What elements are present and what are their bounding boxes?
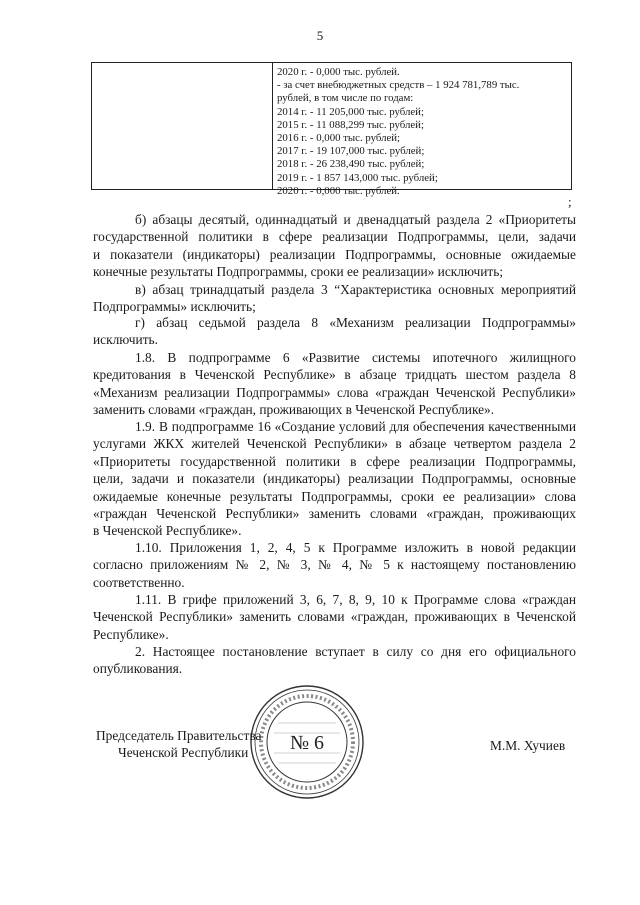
text-line: «Приоритеты государственной политики в сфере реализации Подпрограммы, <box>93 453 576 469</box>
table-divider <box>272 63 273 189</box>
text-line: г) абзац седьмой раздела 8 «Механизм реализации Подпрограммы» <box>135 315 576 330</box>
text-line: соответственно. <box>93 574 185 590</box>
text-line: б) абзацы десятый, одиннадцатый и двенадцатый раздела 2 «Приоритеты <box>135 212 576 227</box>
text-line: в) абзац тринадцатый раздела 3 “Характеристика основных мероприятий <box>135 282 576 297</box>
paragraph-1-9 <box>93 418 576 540</box>
text-line: государственной политики в сфере реализации Подпрограммы, цели, задачи <box>93 229 576 245</box>
table-line: 2020 г. - 0,000 тыс. рублей. <box>277 184 400 197</box>
text-line: «Механизм реализации Подпрограммы» слова «граждан Чеченской Республики» <box>93 384 576 400</box>
paragraph-2 <box>93 643 576 678</box>
text-line: 2. Настоящее постановление вступает в силу со дня его официального <box>135 644 576 659</box>
text-line: кредитования в Чеченской Республике» в абзаце тридцать шестом раздела 8 <box>93 367 576 383</box>
signature-position <box>96 727 261 761</box>
table-line: 2014 г. - 11 205,000 тыс. рублей; <box>277 105 424 118</box>
table-end-mark: ; <box>568 194 572 209</box>
text-line: 1.8. В подпрограмме 6 «Развитие системы ипотечного жилищного <box>135 350 576 365</box>
text-line: 1.9. В подпрограмме 16 «Создание условий для обеспечения качественными <box>135 419 576 434</box>
paragraph-v <box>93 281 576 316</box>
text-line: «граждан Чеченской Республики» заменить словами «граждан, проживающих <box>93 506 576 522</box>
paragraph-1-8 <box>93 349 576 419</box>
budget-table <box>91 62 572 197</box>
signatory-name: М.М. Хучиев <box>490 738 566 753</box>
text-line: исключить. <box>93 332 158 348</box>
text-line: Подпрограммы» исключить; <box>93 299 256 315</box>
position-line: Председатель Правительства <box>96 728 262 743</box>
table-cell-right <box>277 66 565 198</box>
paragraph-1-10 <box>93 539 576 591</box>
position-line: Чеченской Республики <box>118 745 249 760</box>
text-line: 1.11. В грифе приложений 3, 6, 7, 8, 9, 10 к Программе слова «граждан <box>135 592 576 607</box>
text-line: заменить словами «граждан, проживающих в Чеченской Республике». <box>93 402 495 418</box>
paragraph-1-11 <box>93 591 576 643</box>
text-line: 1.10. Приложения 1, 2, 4, 5 к Программе изложить в новой редакции <box>135 540 576 555</box>
text-line: в Чеченской Республике». <box>93 523 242 539</box>
text-line: Чеченской Республики» заменить словами «граждан, проживающих в Чеченской <box>93 609 576 625</box>
table-line: - за счет внебюджетных средств – 1 924 781,789 тыс. <box>277 79 520 92</box>
table-line: рублей, в том числе по годам: <box>277 92 414 105</box>
seal-number: № 6 <box>289 732 325 754</box>
paragraph-g <box>93 314 576 349</box>
text-line: согласно приложениям № 2, № 3, № 4, № 5 к настоящему постановлению <box>93 557 576 573</box>
text-line: опубликования. <box>93 661 183 677</box>
table-line: 2019 г. - 1 857 143,000 тыс. рублей; <box>277 171 438 184</box>
text-line: ожидаемые конечные результаты Подпрограммы, сроки ее реализации» слова <box>93 488 576 504</box>
table-line: 2016 г. - 0,000 тыс. рублей; <box>277 132 401 145</box>
text-line: Республике». <box>93 626 169 642</box>
paragraph-b <box>93 211 576 281</box>
page-number: 5 <box>316 28 324 43</box>
text-line: услугами ЖКХ жителей Чеченской Республики» в абзаце четвертом раздела 2 <box>93 436 576 452</box>
table-line: 2017 г. - 19 107,000 тыс. рублей; <box>277 145 425 158</box>
table-line: 2018 г. - 26 238,490 тыс. рублей; <box>277 158 425 171</box>
table-line: 2020 г. - 0,000 тыс. рублей. <box>277 66 400 78</box>
official-seal <box>248 683 366 801</box>
text-line: конечные результаты Подпрограммы, сроки ее реализации» исключить; <box>93 264 504 280</box>
table-line: 2015 г. - 11 088,299 тыс. рублей; <box>277 118 424 131</box>
text-line: цели, задачи и показатели (индикаторы) реализации Подпрограммы, основные <box>93 471 576 487</box>
text-line: и показатели (индикаторы) реализации Подпрограммы, основные ожидаемые <box>93 246 576 262</box>
